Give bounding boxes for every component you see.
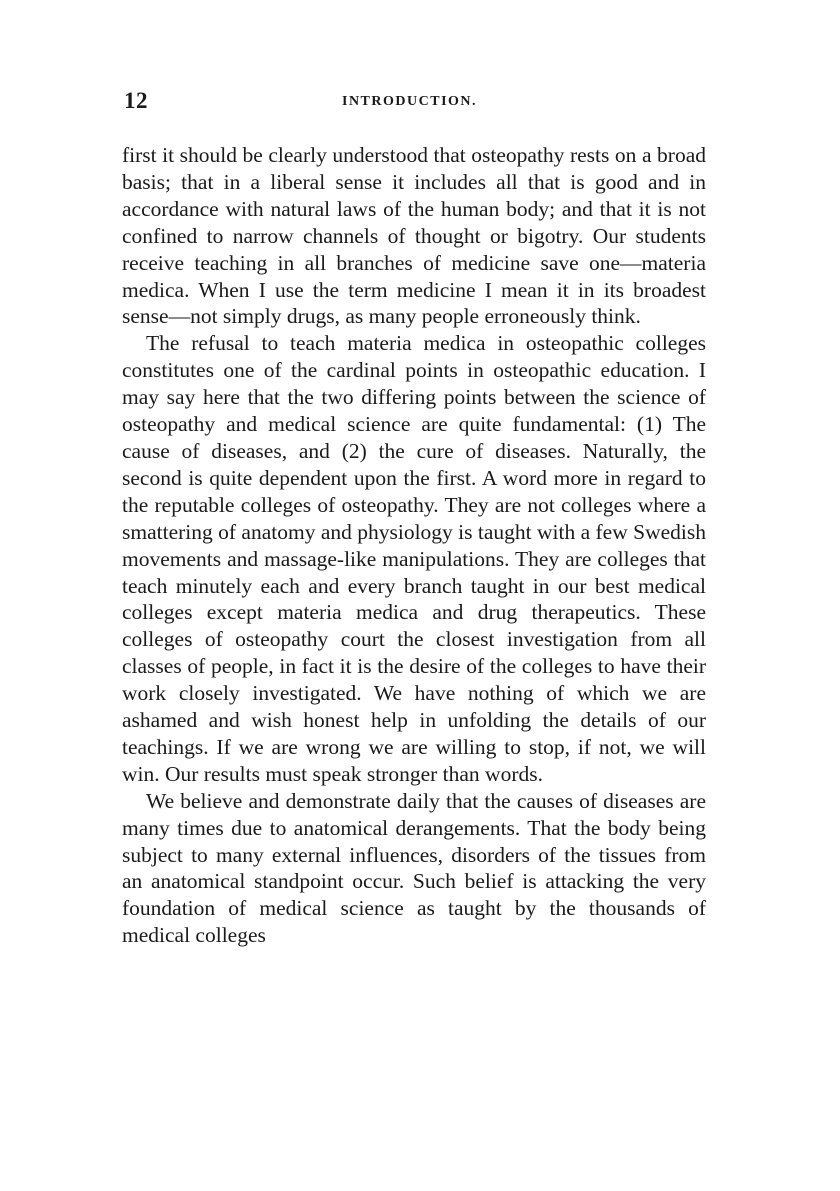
running-title: INTRODUCTION. [342, 94, 478, 109]
paragraph-materia-medica: The refusal to teach materia medica in osteopathic colleges constitutes one of the cardinal points in osteopathic education. I may say here that the two differing points between the science of osteopathy and medical science are quite fundamental: (1) The cause of diseases, and (2) the cure of diseases. Naturally, the second is quite dependent upon the first. A word more in regard to the reputable colleges of osteopathy. They are not colleges where a smattering of anatomy and physiology is taught with a few Swedish movements and massage-like manipulations. They are colleges that teach minutely each and every branch taught in our best medical colleges except materia medica and drug therapeutics. These colleges of osteopathy court the closest investigation from all classes of people, in fact it is the desire of the colleges to have their work closely investigated. We have nothing of which we are ashamed and wish honest help in unfolding the details of our teachings. If we are wrong we are willing to stop, if not, we will win. Our results must speak stronger than words. [122, 331, 706, 786]
paragraph-causes-of-disease: We believe and demonstrate daily that the causes of diseases are many times due to anatomical derangements. That the body being subject to many external influences, disorders of the tissues from an anatomical standpoint occur. Such belief is attacking the very foundation of medical science as taught by the thousands of medical colleges [122, 788, 706, 948]
book-page [122, 88, 706, 949]
page-number: 12 [124, 88, 148, 113]
body-text [122, 142, 706, 949]
paragraph-continued: first it should be clearly understood that osteopathy rests on a broad basis; that in a liberal sense it includes all that is good and in accordance with natural laws of the human body; and that it is not confined to narrow channels of thought or bigotry. Our students receive teaching in all branches of medicine save one—materia medica. When I use the term medicine I mean it in its broadest sense—not simply drugs, as many people erroneously think. [122, 143, 706, 329]
running-head [122, 88, 706, 120]
